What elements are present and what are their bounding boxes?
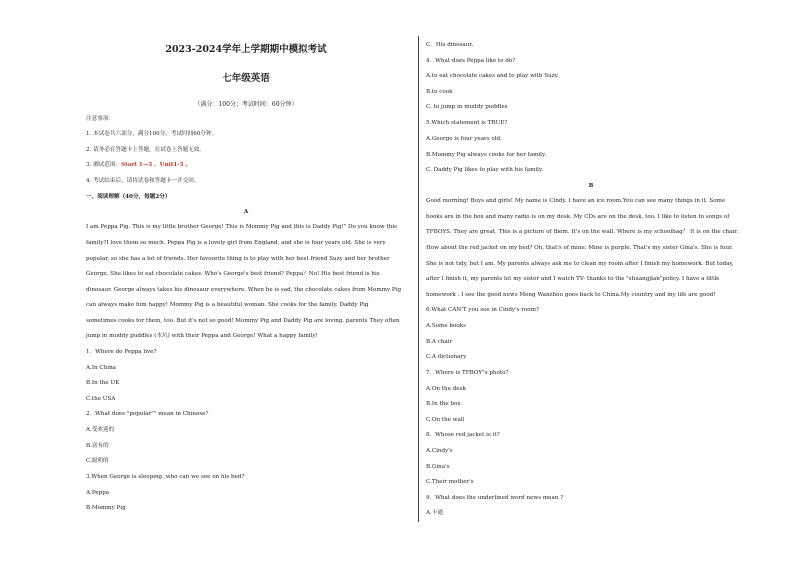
option: A.In China	[86, 365, 117, 371]
note-item	[86, 162, 191, 169]
question: 3.When George is sleeping ,who can we see on his bed?	[86, 474, 245, 480]
passage-line: How about the red jacket on my bed? Oh, that's of mine. Mine is purple. That's my sister Gina's. She is four.	[426, 245, 733, 251]
question: 1．Where do Peppa live?	[86, 349, 157, 355]
question: 2．What does "popular"" mean in Chinese?	[86, 411, 209, 417]
question: 4．What does Peppa like to do?	[426, 58, 516, 64]
passage-line: popular, so she has a lot of friends. Her favourite thing is to play with her best friend Suzy and her brother	[86, 256, 390, 262]
passage-line: can always make him happy! Mommy Pig is a beautiful woman. She cooks for the family. Daddy Pig	[86, 302, 369, 308]
passage-line: She is not tidy, but I am. My parents always ask me to clean my room after I finish my homework. But today,	[426, 261, 734, 267]
notes-heading: 注意事项：	[86, 116, 114, 122]
option: C．His dinosaur.	[426, 42, 474, 48]
passage-line: dinosaur. George always takes his dinosaur everywhere. When he is sad, the chocolate cakes from Mommy Pig	[86, 287, 402, 293]
column-divider	[418, 36, 419, 522]
option: B.to cook	[426, 89, 453, 95]
passage-line: Good morning! Boys and girls! My name is Cindy. I have an ice room.You can see many things in it. Some	[426, 198, 726, 204]
passage-line: TFBOYS. They are great, This is a picture of them. It's on the wall. Where is my schoolbag？ It is on the chair.	[426, 229, 739, 235]
note-item: 4. 考试结束后，请将试卷和答题卡一并交回。	[86, 178, 200, 184]
option: C. Daddy Pig likes to play with his family.	[426, 167, 544, 173]
question: 8．Whose red jacket is it?	[426, 432, 500, 438]
test-scope: Start 1—3 、Unit1-5 。	[121, 162, 192, 168]
option: C.Their mother's	[426, 479, 474, 485]
option: B.Gina's	[426, 464, 450, 470]
exam-meta: （满分：100分；考试时间：60分钟）	[194, 101, 298, 108]
passage-line: homework . I see the good news Meng Wanzhou goes back to China.My country and my life are good!	[426, 292, 716, 298]
question: 9．What does the underlined word news mean ?	[426, 495, 564, 501]
option: C.On the wall	[426, 417, 465, 423]
option: C.the USA	[86, 396, 116, 402]
option: B.In the box	[426, 401, 461, 407]
option: C.A dictionary	[426, 354, 467, 360]
passage-line: I am Peppa Pig. This is my little brother George! This is Mommy Pig and this is Daddy Pig!" Do you know this	[86, 224, 397, 230]
passage-label: B	[588, 183, 594, 189]
option: A.On the desk	[426, 386, 466, 392]
passage-line: books are in the box and many radio is on my desk. My CDs are on the desk, too. I like to listen to songs of	[426, 214, 730, 220]
passage-label: A	[243, 209, 249, 215]
option: A.Cindy's	[426, 448, 453, 454]
option: A.George is four years old.	[426, 136, 502, 142]
option: B.In the UK	[86, 380, 120, 386]
section-heading: 一、阅读理解（40分，每题2分）	[86, 194, 171, 200]
option: B.富有的	[86, 443, 109, 449]
note-item: 1. 本试卷共六部分，满分100分，考试时间60分钟。	[86, 131, 218, 137]
option: A.Some books	[426, 323, 466, 329]
question: 5.Which statement is TRUE?	[426, 120, 508, 126]
option: B.Mommy Pig always cooks for her family.	[426, 152, 547, 158]
option: A.受欢迎的	[86, 427, 115, 433]
option: B.A chair	[426, 339, 453, 345]
exam-subtitle: 七年级英语	[222, 73, 270, 84]
option: B.Mommy Pig	[86, 505, 126, 511]
option: C.聪明的	[86, 458, 109, 464]
passage-line: after I finish it, my parents let my sister and I watch TV- thanks to the "shuangjian"policy. I have a little	[426, 276, 720, 282]
option: C. to jump in muddy puddles	[426, 104, 508, 110]
passage-line: family?I love them so much. Peppa Pig is a lovely girl from England, and she is four years old. She is very	[86, 240, 386, 246]
option: A.to eat chocolate cakes and to play with Suzy.	[426, 73, 559, 79]
exam-title: 2023-2024学年上学期期中模拟考试	[165, 44, 327, 55]
option: A.卡通	[426, 510, 444, 516]
note-item-text: 3. 测试范围：	[86, 162, 122, 168]
passage-line: jump in muddy puddles (水坑) with their Peppa and George! What a happy family!	[86, 333, 318, 339]
note-item: 2. 请务必在答题卡上答题，在试卷上答题无效。	[86, 147, 205, 153]
option: A.Peppa	[86, 490, 110, 496]
passage-line: sometimes cooks for them, too. But it's not so good! Mommy Pig and Daddy Pig are loving. parents They often	[86, 318, 400, 324]
question: 7．Where is TFBOY"s photo?	[426, 370, 509, 376]
passage-line: George. She likes to eat chocolate cakes. Who's George's best friend? Peppa？No! His best friend is his	[86, 271, 380, 277]
question: 6.What CAN'T you see in Cindy's room?	[426, 307, 539, 313]
